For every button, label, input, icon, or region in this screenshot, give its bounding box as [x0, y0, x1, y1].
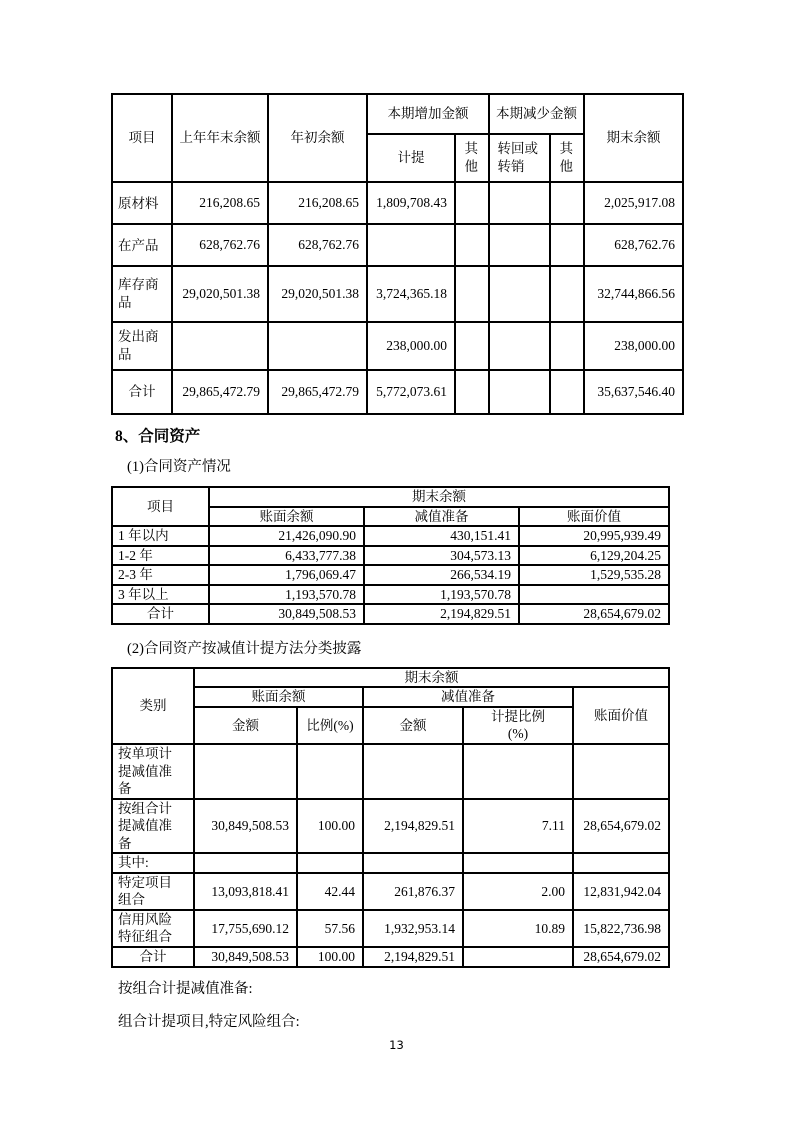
table-cell: 32,744,866.56: [584, 266, 683, 322]
note-text-2: 组合计提项目,特定风险组合:: [118, 1013, 300, 1030]
table-cell: [489, 322, 550, 370]
row-label-cell: 1-2 年: [112, 546, 209, 566]
row-label-cell: 其中:: [112, 853, 194, 873]
table-cell: 6,129,204.25: [519, 546, 669, 566]
table-cell: 2,194,829.51: [363, 947, 463, 967]
subsection-heading-2: (2)合同资产按减值计提方法分类披露: [127, 640, 362, 657]
row-label: 按组合计提减值准备: [118, 800, 172, 851]
table-cell: [550, 182, 584, 224]
table-cell: [455, 182, 489, 224]
table-cell: 6,433,777.38: [209, 546, 364, 566]
table-cell: 29,865,472.79: [268, 370, 367, 414]
row-label-cell: 1 年以内: [112, 526, 209, 546]
table-cell: [455, 322, 489, 370]
col-header-decrease-group: 本期减少金额: [489, 94, 584, 134]
col-header-reversal: [489, 134, 550, 182]
table-cell: [268, 322, 367, 370]
table-header-row: [112, 687, 669, 707]
table-cell: 628,762.76: [584, 224, 683, 266]
row-label-cell: [112, 910, 194, 947]
col-header-increase-group: 本期增加金额: [367, 94, 489, 134]
table-cell: [172, 322, 268, 370]
row-label: 信用风险特征组合: [118, 911, 172, 945]
table-cell: [363, 744, 463, 799]
table-cell: 29,865,472.79: [172, 370, 268, 414]
table-cell: [455, 370, 489, 414]
col-header-book-value: 账面价值: [573, 687, 669, 744]
table-cell: 20,995,939.49: [519, 526, 669, 546]
row-label-cell: [112, 799, 194, 854]
table-cell: 7.11: [463, 799, 573, 854]
table-cell: [194, 744, 297, 799]
contract-asset-aging-table: [111, 486, 670, 625]
col-header-impairment: 减值准备: [364, 507, 519, 527]
table-cell: 100.00: [297, 799, 363, 854]
row-label-cell: [112, 322, 172, 370]
table-row: [112, 910, 669, 947]
table-cell: [550, 266, 584, 322]
table-row: [112, 744, 669, 799]
table-cell: 28,654,679.02: [573, 947, 669, 967]
table-cell: 628,762.76: [268, 224, 367, 266]
header-label: 计提比例(%): [491, 708, 545, 742]
table-total-row: [112, 604, 669, 624]
table-cell: 12,831,942.04: [573, 873, 669, 910]
row-label-cell: [112, 744, 194, 799]
row-label-cell: [112, 266, 172, 322]
table-row: [112, 565, 669, 585]
table-cell: [463, 947, 573, 967]
table-cell: 430,151.41: [364, 526, 519, 546]
table-cell: [367, 224, 455, 266]
col-header-impairment-group: 减值准备: [363, 687, 573, 707]
col-header-increase-other: [455, 134, 489, 182]
table-cell: 2,025,917.08: [584, 182, 683, 224]
table-row: [112, 182, 683, 224]
subsection-heading-1: (1)合同资产情况: [127, 459, 231, 475]
table-cell: 216,208.65: [172, 182, 268, 224]
table-cell: [363, 853, 463, 873]
row-label-cell: 合计: [112, 604, 209, 624]
table-cell: [550, 370, 584, 414]
table-cell: 10.89: [463, 910, 573, 947]
table-cell: 266,534.19: [364, 565, 519, 585]
table-cell: 1,529,535.28: [519, 565, 669, 585]
table-cell: 1,809,708.43: [367, 182, 455, 224]
table-cell: [519, 585, 669, 605]
row-label-cell: 合计: [112, 947, 194, 967]
table-cell: 29,020,501.38: [172, 266, 268, 322]
col-header-amount-2: 金额: [363, 707, 463, 744]
col-header-category: 类别: [112, 668, 194, 744]
table-cell: 628,762.76: [172, 224, 268, 266]
table-cell: 13,093,818.41: [194, 873, 297, 910]
table-cell: 30,849,508.53: [194, 947, 297, 967]
table-cell: 304,573.13: [364, 546, 519, 566]
col-header-item: 项目: [112, 487, 209, 526]
table-header-row: [112, 94, 683, 134]
table-cell: 100.00: [297, 947, 363, 967]
table-cell: 28,654,679.02: [519, 604, 669, 624]
table-total-row: [112, 370, 683, 414]
note-text-1: 按组合计提减值准备:: [118, 980, 253, 997]
table-row: [112, 853, 669, 873]
table-cell: [550, 322, 584, 370]
row-label: 特定项目组合: [118, 874, 172, 908]
table-cell: 3,724,365.18: [367, 266, 455, 322]
table-cell: 28,654,679.02: [573, 799, 669, 854]
table-cell: [463, 853, 573, 873]
table-cell: 1,193,570.78: [364, 585, 519, 605]
row-label: 原材料: [118, 195, 159, 211]
col-header-accrual: 计提: [367, 134, 455, 182]
table-cell: 216,208.65: [268, 182, 367, 224]
table-cell: 35,637,546.40: [584, 370, 683, 414]
row-label-cell: [112, 224, 172, 266]
col-header-year-begin: 年初余额: [268, 94, 367, 182]
table-cell: 238,000.00: [584, 322, 683, 370]
col-header-item: 项目: [112, 94, 172, 182]
col-header-book-balance: 账面余额: [209, 507, 364, 527]
row-label-cell: [112, 873, 194, 910]
contract-asset-method-table: [111, 667, 670, 968]
table-cell: 42.44: [297, 873, 363, 910]
page-content: [111, 93, 691, 1031]
col-header-book-value: 账面价值: [519, 507, 669, 527]
row-label-cell: 合计: [112, 370, 172, 414]
table-cell: [573, 744, 669, 799]
page-number: 13: [389, 1038, 404, 1052]
table-cell: 238,000.00: [367, 322, 455, 370]
table-cell: [489, 370, 550, 414]
table-cell: 57.56: [297, 910, 363, 947]
table-header-row: [112, 668, 669, 688]
col-header-period-end: 期末余额: [584, 94, 683, 182]
table-cell: 2,194,829.51: [363, 799, 463, 854]
table-cell: 2.00: [463, 873, 573, 910]
table-total-row: [112, 947, 669, 967]
table-cell: 29,020,501.38: [268, 266, 367, 322]
row-label: 按单项计提减值准备: [118, 746, 172, 797]
header-label: 转回或转销: [497, 141, 538, 174]
header-label: 其他: [559, 141, 573, 174]
col-header-period-end-group: 期末余额: [194, 668, 669, 688]
table-row: [112, 799, 669, 854]
header-label: 其他: [464, 141, 478, 174]
table-cell: 17,755,690.12: [194, 910, 297, 947]
table-cell: [489, 266, 550, 322]
col-header-book-balance-group: 账面余额: [194, 687, 363, 707]
table-cell: [489, 182, 550, 224]
table-cell: 2,194,829.51: [364, 604, 519, 624]
table-row: [112, 546, 669, 566]
table-row: [112, 585, 669, 605]
table-cell: [297, 744, 363, 799]
table-cell: [297, 853, 363, 873]
table-cell: [550, 224, 584, 266]
row-label: 发出商品: [118, 329, 159, 362]
row-label-cell: 2-3 年: [112, 565, 209, 585]
row-label-cell: [112, 182, 172, 224]
table-row: [112, 526, 669, 546]
inventory-table: [111, 93, 684, 415]
table-cell: 1,193,570.78: [209, 585, 364, 605]
table-row: [112, 224, 683, 266]
table-row: [112, 322, 683, 370]
table-row: [112, 873, 669, 910]
table-cell: [455, 266, 489, 322]
col-header-prev-year-end: 上年年末余额: [172, 94, 268, 182]
table-cell: [489, 224, 550, 266]
table-cell: 5,772,073.61: [367, 370, 455, 414]
table-cell: 30,849,508.53: [194, 799, 297, 854]
table-cell: 15,822,736.98: [573, 910, 669, 947]
table-cell: [455, 224, 489, 266]
col-header-accrual-ratio: [463, 707, 573, 744]
col-header-decrease-other: [550, 134, 584, 182]
col-header-amount-1: 金额: [194, 707, 297, 744]
table-cell: [573, 853, 669, 873]
row-label: 库存商品: [118, 277, 159, 310]
col-header-period-end-group: 期末余额: [209, 487, 669, 507]
col-header-ratio-1: 比例(%): [297, 707, 363, 744]
table-cell: 1,796,069.47: [209, 565, 364, 585]
table-row: [112, 266, 683, 322]
table-cell: 261,876.37: [363, 873, 463, 910]
table-cell: [194, 853, 297, 873]
table-cell: 1,932,953.14: [363, 910, 463, 947]
section-heading: 8、合同资产: [115, 428, 201, 445]
table-cell: 21,426,090.90: [209, 526, 364, 546]
table-header-row: [112, 487, 669, 507]
table-cell: [463, 744, 573, 799]
table-cell: 30,849,508.53: [209, 604, 364, 624]
row-label: 在产品: [118, 237, 159, 253]
row-label-cell: 3 年以上: [112, 585, 209, 605]
